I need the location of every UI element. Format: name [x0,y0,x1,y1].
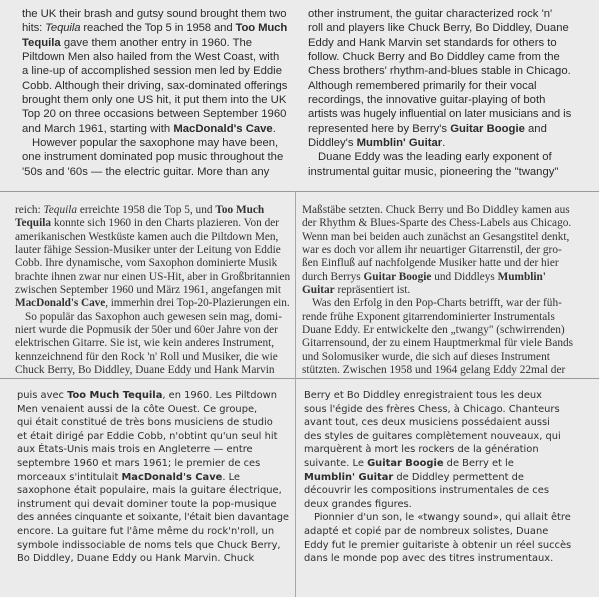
text-line: stützten. Zwischen 1958 und 1964 gelang Eddy 22mal der [302,364,566,377]
text-line: Piltdown Men also hailed from the West Coast, with [22,51,280,64]
text-line: war es doch vor allem ihr neuartiger Gitarrenstil, der gro- [302,244,562,257]
text-line: reich: Tequila erreichte 1958 die Top 5, und Too Much [15,204,265,216]
text-line: marquèrent à mort les rockers de la génération [304,444,539,456]
track-title: MacDonald's Cave [173,122,273,135]
text-line: rende frühe Exponent gitarrendominierter Instrumentals [302,310,555,323]
text-line: des styles de guitares complètement nouveaux, qui [304,430,561,442]
french-text-right-column [304,389,578,566]
text-line: zwischen September 1960 und März 1961, angefangen mit [15,284,282,297]
text-line: Wenn man bei beiden auch zunächst an Gesangstitel denkt, [302,230,570,243]
track-title: Mumblin' Guitar [304,471,394,483]
text-line: amerikanischen Westküste kamen auch die Piltdown Men, [15,230,279,243]
text-line: Maßstäbe setzten. Chuck Berry und Bo Diddley kamen aus [302,204,570,216]
text-line: niert wurde die Popmusik der 50er und 60er Jahre von der [15,324,278,337]
track-title: Guitar Boogie [367,457,444,469]
paragraph [17,389,289,566]
text-line: Top 20 on three occasions between September 1960 [22,108,287,121]
text-line: der Rhythm & Blues-Sparte des Chess-Labels aus Chicago. [302,217,572,230]
french-text-left-column [17,389,289,566]
track-title: Guitar [302,284,335,297]
text-line: morceaux s'intitulait MacDonald's Cave. Le [17,471,241,483]
text-line: und Solomusiker wurde, die sich auf dieses Instrument [302,350,550,363]
text-line: Pionnier d'un son, le «twangy sound», qui allait être [314,512,571,524]
track-title: Guitar Boogie [450,122,525,135]
track-title: Guitar Boogie [363,270,432,283]
text-line: other instrument, the guitar characterized rock 'n' [308,8,553,20]
track-title: Tequila [15,217,52,230]
text-line: et était dirigé par Eddie Cobb, n'obtint qu'un seul hit [17,430,278,442]
section-divider-bottom [0,378,599,379]
song-title-italic: Tequila [45,22,81,35]
text-line: brought them only one US hit, it put them into the UK [22,94,287,107]
english-text-right-column [308,7,571,179]
german-text-left-column [15,204,290,377]
text-line: represented here by Berry's Guitar Boogie and [308,122,547,135]
text-line: elektrischen Gitarre. Sie ist, wie kein anderes Instrument, [15,337,275,350]
text-line: septembre 1960 et mars 1961; le premier de ces [17,457,261,469]
text-line: saxophone était populaire, mais la guitare électrique, [17,485,282,497]
text-line: Duane Eddy was the leading early exponent of [318,151,552,164]
text-line: Chuck Berry, Bo Diddley, Duane Eddy und Hank Marvin [15,364,275,377]
text-line: Eddy and Hank Marvin set standards for others to [308,36,557,49]
track-title: Mumblin' [497,270,546,283]
text-line: durch Berrys Guitar Boogie und Diddleys Mumblin' [302,270,546,283]
text-line: the UK their brash and gutsy sound brought them two [22,8,287,20]
text-line: follow. Chuck Berry and Bo Diddley came from the [308,51,560,64]
text-line: Mumblin' Guitar de Diddley permettent de [304,471,524,483]
text-line: and March 1961, starting with MacDonald's Cave. [22,122,276,135]
text-line: Gitarrensound, der zu einem Hauptmerkmal für viele Bands [302,337,574,350]
text-line: one instrument dominated pop music throughout the [22,151,284,164]
text-line: Eddy fut le premier guitariste à obtenir un réel succès [304,539,572,551]
track-title: MacDonald's Cave [15,297,106,310]
text-line: instrument qui devait dominer toute la pop-musique [17,498,277,510]
song-title-italic: Tequila [43,204,78,216]
track-title: Too Much [235,22,288,35]
text-line: Berry et Bo Diddley enregistraient tous les deux [304,390,542,401]
text-line: Chess brothers' rhythm-and-blues stable in Chicago. [308,65,571,78]
text-line: ßen Einfluß auf nachfolgende Musiker hatte und der hier [302,257,559,270]
text-line: Tequila konnte sich 1960 in den Charts plazieren. Von der [15,217,279,230]
text-line: dans le monde pop avec des titres instrumentaux. [304,553,554,565]
text-line: Was den Erfolg in den Pop-Charts betrifft, war der füh- [312,297,562,310]
text-line: a line-up of accomplished session men led by Eddie [22,65,282,78]
text-line: Cobb. Ihre dynamische, vom Saxophon dominierte Musik [15,257,278,270]
text-line: encore. La guitare fut l'âme même du rock'n'roll, un [17,525,275,537]
column-divider-french [295,378,296,597]
text-line: suivante. Le Guitar Boogie de Berry et le [304,457,514,469]
text-line: adapté et copié par de nombreux solistes, Duane [304,525,549,537]
text-line: deux grandes figures. [304,498,412,510]
text-line: puis avec Too Much Tequila, en 1960. Les Piltdown [17,390,277,401]
text-line: recordings, the innovative guitar-playing of both [308,94,546,107]
column-divider-german [295,191,296,378]
english-text-left-column [22,7,287,179]
paragraph [15,204,290,377]
text-line: Bo Diddley, Duane Eddy ou Hank Marvin. Chuck [17,553,255,565]
text-line: Although remembered primarily for their vocal [308,79,537,92]
section-divider-top [0,191,599,192]
text-line: lauter fähige Session-Musiker unter der Leitung von Eddie [15,244,281,257]
text-line: symbole indissociable de noms tels que Chuck Berry, [17,539,281,551]
track-title: Too Much Tequila [67,390,163,401]
text-line: Guitar repräsentiert ist. [302,284,411,297]
text-line: sous l'égide des frères Chess, à Chicago. Chanteurs [304,403,560,415]
paragraph [304,389,578,566]
text-line: Cobb. Although their driving, sax-dominated offerings [22,79,288,92]
text-line: Men venaient aussi de la côte Ouest. Ce groupe, [17,403,258,415]
text-line: However popular the saxophone may have been, [32,137,279,150]
text-line: des années cinquante et soixante, l'était bien davantage [17,512,289,524]
text-line: avant tout, ces deux musiciens possédaient aussi [304,417,550,429]
track-title: Too Much [215,204,265,216]
text-line: hits: Tequila reached the Top 5 in 1958 and Too Much [22,22,288,35]
text-line: '50s and '60s — the electric guitar. More than any [22,165,270,178]
track-title: Mumblin' Guitar [356,137,443,150]
text-line: instrumental guitar music, pioneering the "twangy" [308,165,559,178]
text-line: Duane Eddy. Er entwickelte den „twangy" (schwirrenden) [302,324,565,337]
text-line: kennzeichnend für den Rock 'n' Roll und Musiker, die wie [15,350,278,363]
track-title: Tequila [22,36,61,49]
german-text-right-column [302,204,579,377]
track-title: MacDonald's Cave [121,471,223,483]
text-line: roll and players like Chuck Berry, Bo Diddley, Duane [308,22,569,35]
text-line: découvrir les compositions instrumentales de ces [304,485,549,497]
paragraph [308,7,571,179]
text-line: aux États-Unis mais trois en Angleterre — entre [17,444,253,456]
paragraph [302,204,579,377]
text-line: qui était constitué de très bons musiciens de studio [17,417,273,429]
text-line: Tequila gave them another entry in 1960. The [22,36,253,49]
text-line: brachte ihnen zwar nur einen US-Hit, aber in Großbritannien [15,270,291,283]
text-line: artists was hugely influential on later musicians and is [308,108,572,121]
text-line: MacDonald's Cave, immerhin drei Top-20-Plazierungen ein. [15,297,290,310]
paragraph [22,7,287,179]
text-line: Diddley's Mumblin' Guitar. [308,137,446,150]
text-line: So populär das Saxophon auch gewesen sein mag, domi- [25,310,282,323]
